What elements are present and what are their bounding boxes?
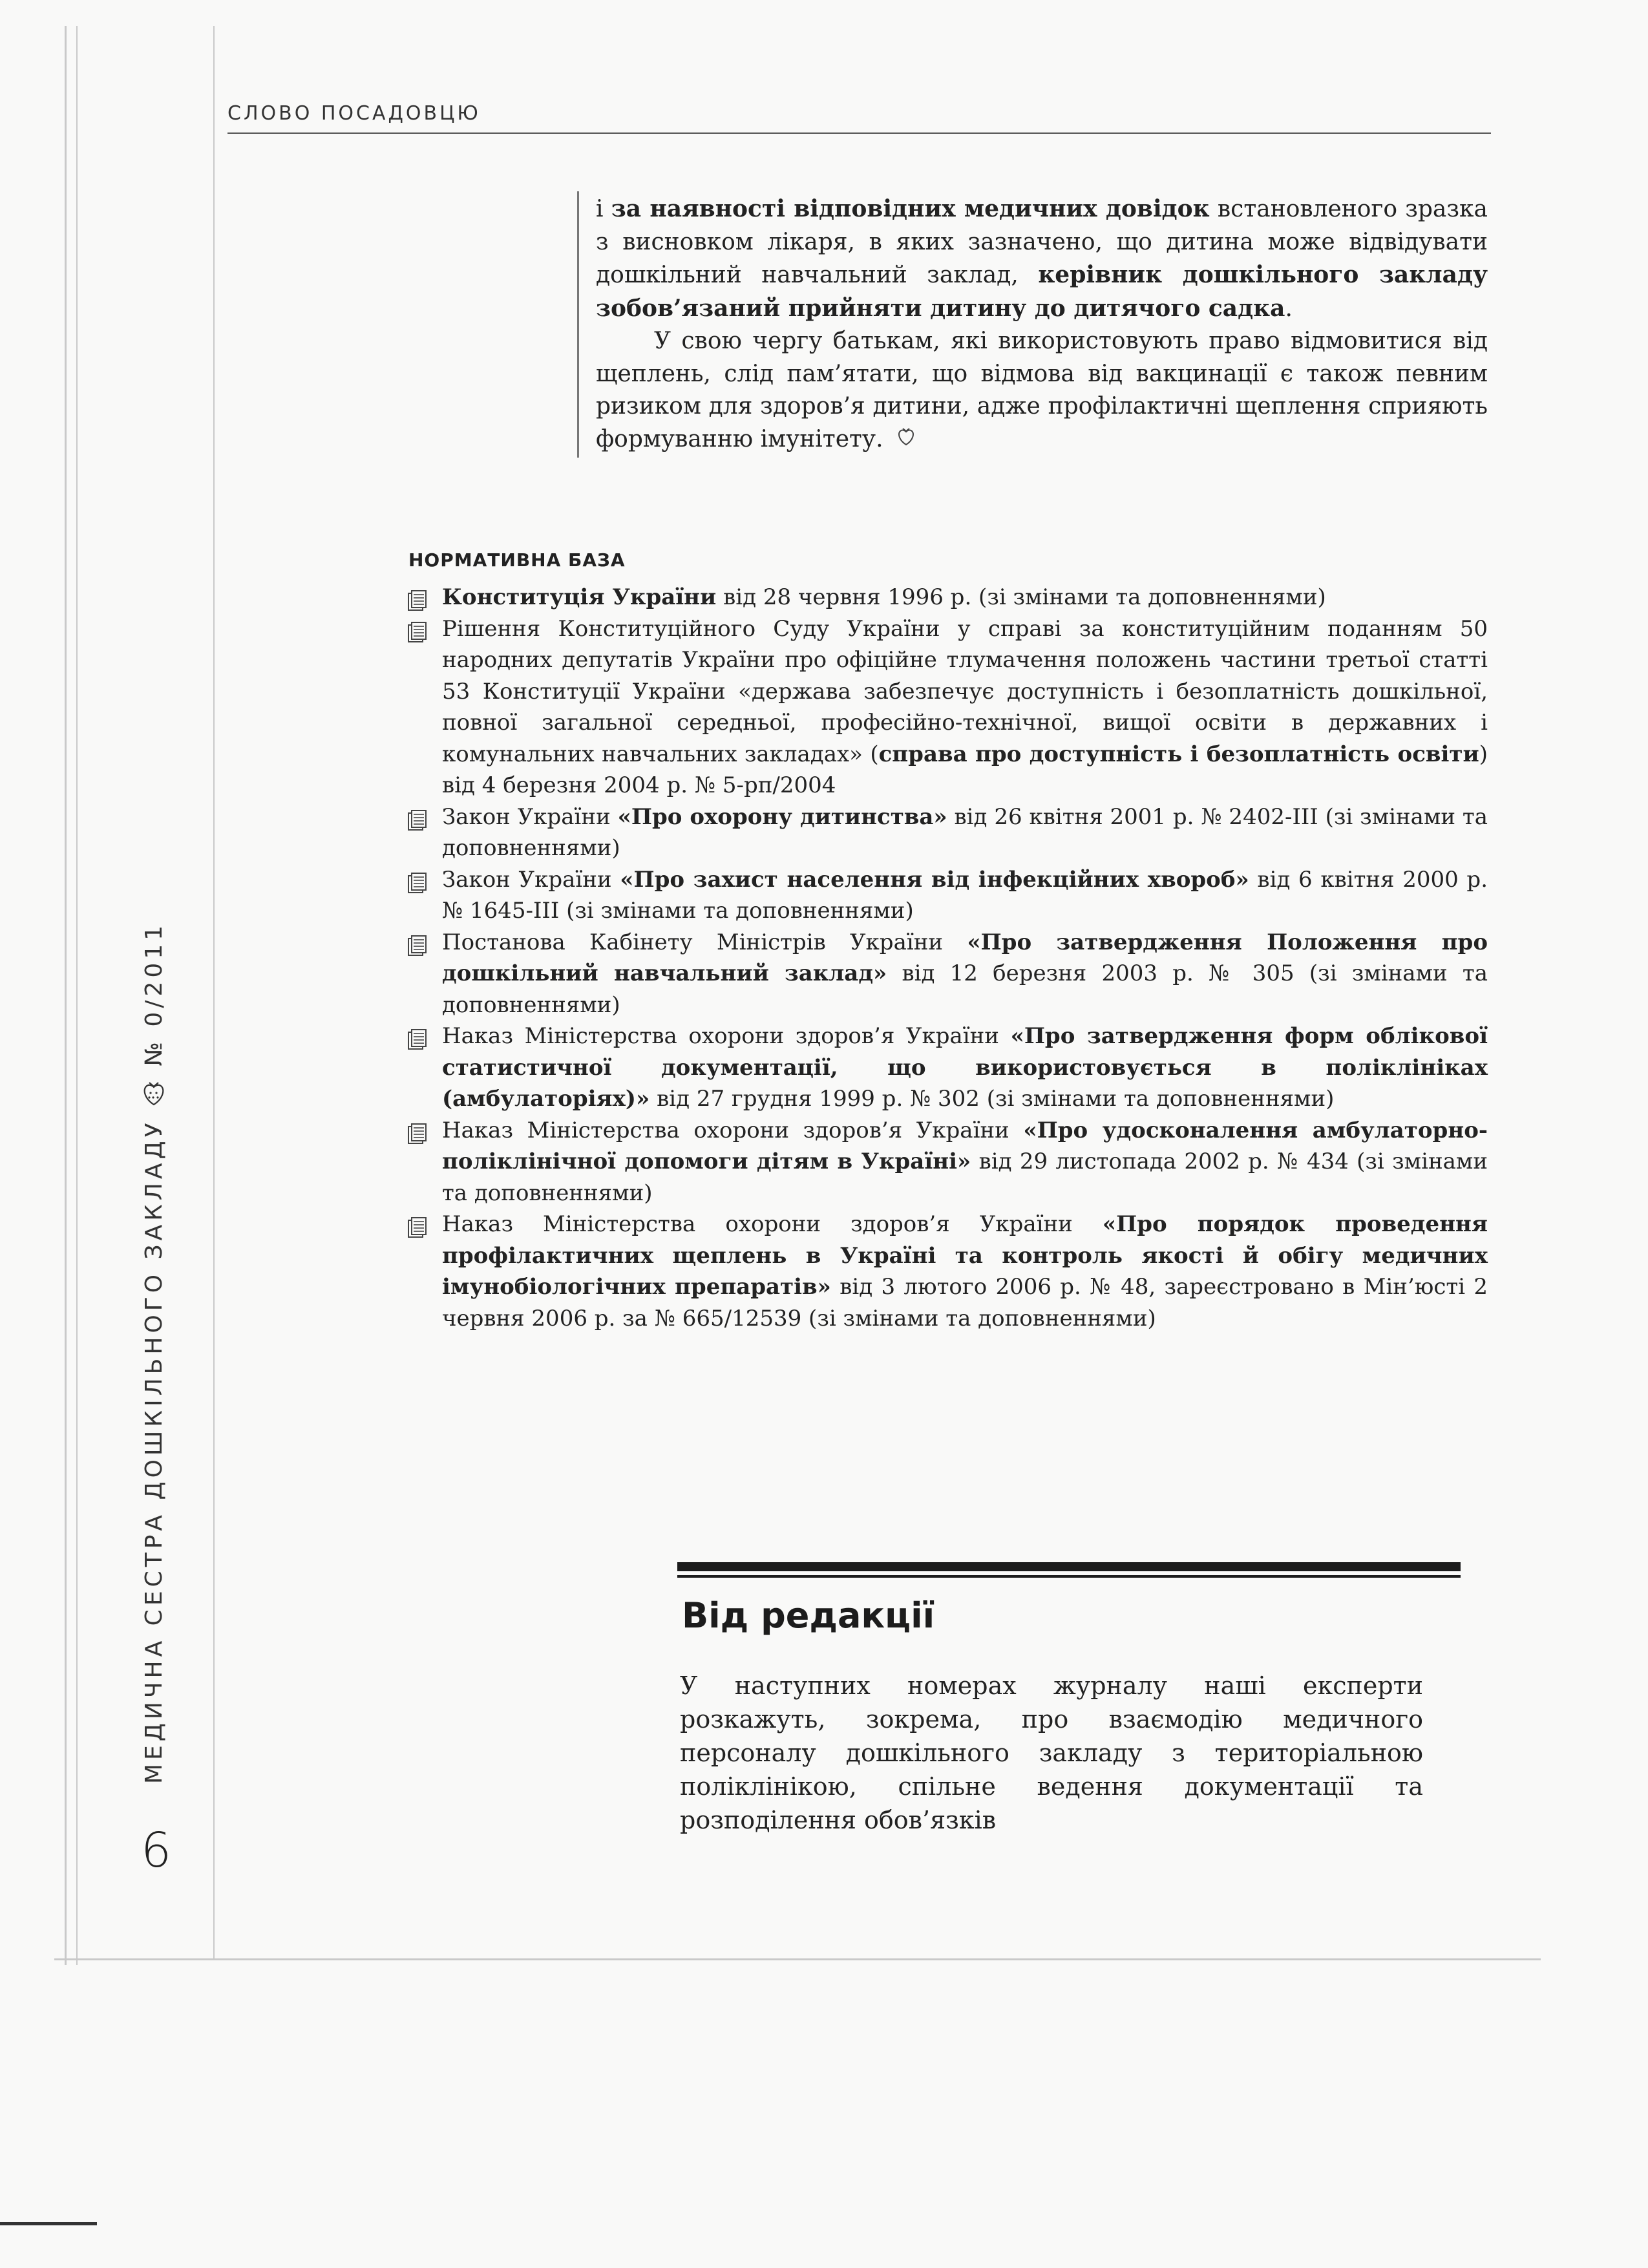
norm-base-item [402,864,1488,927]
norm-base-item [402,613,1488,801]
editor-note-title: Від редакції [682,1595,935,1636]
editor-rule-thick [677,1562,1461,1571]
scan-edge-bottom-corner [0,2222,97,2225]
strawberry-icon [139,1077,169,1107]
bold-text-run: Конституція України [442,584,717,610]
norm-base-list [402,582,1488,1334]
spine-title [139,922,169,1784]
editor-rule-thin [677,1575,1461,1578]
intro-side-bar [577,191,579,458]
text-run: Наказ Міністерства охорони здоров’я України [442,1117,1024,1143]
document-stack-icon [406,871,429,894]
section-label: СЛОВО ПОСАДОВЦЮ [227,102,481,125]
text-run: ) від 4 березня 2004 р. № 5-рп/2004 [442,741,1488,798]
text-run: і [596,196,611,222]
text-run: Наказ Міністерства охорони здоров’я України [442,1023,1011,1049]
text-run: Постанова Кабінету Міністрів України [442,929,967,955]
intro-text [596,193,1488,456]
text-run: У свою чергу батькам, які використовують право відмовитися від щеплень, слід пам’ятати, що відмова від вакцинації є також певним ризиком для здоров’я дитини, адже профілактичні щеплення сприяють формуванню імунітету. [596,328,1488,452]
bold-text-run: «Про удосконалення амбулаторно-поліклінічної допомоги дітям в Україні» [442,1117,1488,1174]
text-run: Рішення Конституційного Суду України у справі за конституційним поданням 50 народних депутатів України про офіційне тлумачення положень частини третьої статті 53 Конституції України «держава забезпечує доступність і безоплатність дошкільної, повної загальної середньої, професійно-технічної, вищої освіти в державних і комунальних навчальних закладах» ( [442,615,1488,767]
spine-magazine-name: МЕДИЧНА СЕСТРА ДОШКІЛЬНОГО ЗАКЛАДУ [140,1119,167,1784]
norm-base-title: НОРМАТИВНА БАЗА [408,549,626,571]
norm-base-item [402,1115,1488,1209]
bold-text-run: «Про затвердження Положення про дошкільний навчальний заклад» [442,929,1488,986]
scan-edge-left [65,26,67,1965]
intro-paragraph-text [596,328,1488,452]
spine-issue-number: № 0/2011 [140,921,167,1066]
bold-text-run: «Про захист населення від інфекційних хвороб» [620,866,1249,893]
text-run: встановленого зразка з висновком лікаря, в яких зазначено, що дитина може відвідувати дошкільний навчальний заклад, [596,196,1488,288]
bold-text-run: справа про доступність і безоплатність освіти [878,741,1479,767]
norm-base-item [402,1209,1488,1334]
norm-base-item [402,801,1488,864]
text-run: від 29 листопада 2002 р. № 434 (зі змінами та доповненнями) [442,1149,1488,1206]
text-run: від 12 березня 2003 р. № 305 (зі змінами та доповненнями) [442,960,1488,1018]
bold-text-run: «Про затвердження форм облікової статистичної документації, що використовується в поліклініках (амбулаторіях)» [442,1023,1488,1112]
scan-edge-spine [213,26,215,1958]
document-stack-icon [406,808,429,831]
page-number: 6 [141,1823,172,1878]
header-rule [227,132,1491,134]
scan-edge-left-inner [76,26,78,1965]
bold-text-run: за наявності відповідних медичних довідок [611,195,1210,222]
document-stack-icon [406,933,429,957]
intro-paragraph [596,193,1488,325]
norm-base-item [402,1021,1488,1115]
text-run: від 28 червня 1996 р. (зі змінами та доповненнями) [716,584,1326,610]
text-run: Закон України [442,803,618,830]
document-stack-icon [406,1215,429,1238]
text-run: . [1285,295,1293,322]
document-stack-icon [406,1027,429,1050]
norm-base-item [402,927,1488,1021]
editor-note-text: У наступних номерах журналу наші експерти розкажуть, зокрема, про взаємодію медичного персоналу дошкільного закладу з територіальною поліклінікою, спільне ведення документації та розподілення обов’язків [680,1671,1423,1834]
text-run: від 6 квітня 2000 р. № 1645-III (зі змінами та доповненнями) [442,866,1488,924]
document-stack-icon [406,1121,429,1145]
text-run: від 26 квітня 2001 р. № 2402-III (зі змінами та доповненнями) [442,803,1488,861]
scan-edge-bottom [54,1958,1541,1960]
document-stack-icon [406,620,429,643]
bold-text-run: «Про охорону дитинства» [617,803,947,830]
text-run: Закон України [442,866,620,893]
bold-text-run: керівник дошкільного закладу зобов’язаний прийняти дитину до дитячого садка [596,261,1488,322]
strawberry-icon [895,425,917,447]
norm-base-item [402,582,1488,613]
document-stack-icon [406,588,429,611]
bold-text-run: «Про порядок проведення профілактичних щеплень в Україні та контроль якості й обігу медичних імунобіологічних препаратів» [442,1211,1488,1300]
text-run: від 27 грудня 1999 р. № 302 (зі змінами та доповненнями) [650,1086,1335,1112]
intro-paragraph [596,325,1488,456]
text-run: Наказ Міністерства охорони здоров’я України [442,1211,1103,1237]
text-run: від 3 лютого 2006 р. № 48, зареєстровано в Мін’юсті 2 червня 2006 р. за № 665/12539 (зі змінами та доповненнями) [442,1274,1488,1331]
